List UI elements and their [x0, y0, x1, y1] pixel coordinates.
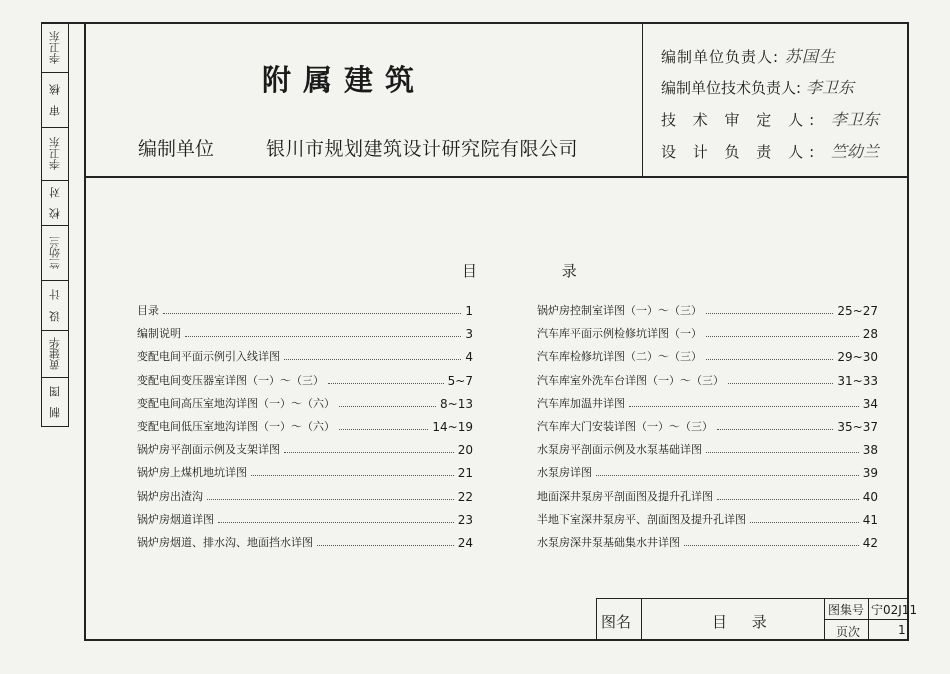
signature-image: 苏国生: [784, 47, 836, 66]
toc-entry-page: 41: [862, 512, 878, 527]
toc-entry-title: 目录: [137, 304, 159, 317]
resp-row: [661, 139, 879, 162]
toc-leader-dots: [706, 336, 859, 337]
toc-entry-page: 21: [457, 466, 473, 481]
toc-entry-page: 1: [465, 304, 473, 318]
stamp-signature-check: 竺幼兰: [48, 236, 62, 270]
toc-leader-dots: [207, 499, 454, 500]
toc-entry-title: 编制说明: [137, 327, 181, 341]
toc-entry-page: 25~27: [837, 304, 878, 318]
toc-entry-page: 34: [862, 396, 878, 411]
toc-entry-page: 35~37: [837, 420, 878, 434]
toc-entry: [137, 511, 473, 527]
toc-entry-page: 8~13: [440, 396, 473, 411]
toc-entry: [537, 302, 878, 318]
org-name: 银川市规划建筑设计研究院有限公司: [266, 138, 579, 160]
header-divider: [642, 22, 643, 177]
toc-entry-title: 水泵房深井泵基础集水井详图: [537, 536, 680, 549]
toc-entry-page: 4: [465, 350, 473, 365]
stamp-label-review: 审 核: [48, 83, 62, 117]
toc-leader-dots: [328, 383, 444, 384]
resp-row: [661, 75, 854, 98]
resp-label: 编制单位负责人:: [661, 48, 780, 66]
toc-entry-title: 锅炉房上煤机地坑详图: [137, 466, 247, 480]
signature-image: 竺幼兰: [830, 142, 879, 161]
toc-entry-title: 锅炉房烟道、排水沟、地面挡水详图: [137, 536, 313, 549]
toc-entry: [137, 302, 473, 318]
toc-entry: [537, 325, 878, 341]
toc-entry-title: 锅炉房烟道详图: [137, 512, 214, 526]
toc-entry: [137, 464, 473, 480]
signature-image: 李卫东: [805, 78, 854, 97]
toc-entry: [137, 348, 473, 364]
toc-entry-title: 半地下室深井泵房平、剖面图及提升孔详图: [537, 512, 746, 526]
titleblock-atlas-value: 宁02J11: [871, 603, 918, 617]
toc-entry: [537, 441, 878, 457]
stamp-label-check: 校 对: [48, 186, 62, 220]
toc-entry-title: 汽车库室外洗车台详图（一）～（三）: [537, 373, 724, 387]
toc-entry-page: 40: [862, 489, 878, 504]
frame-top: [41, 22, 909, 24]
toc-entry: [537, 372, 878, 388]
toc-entry-title: 锅炉房平剖面示例及支架详图: [137, 443, 280, 457]
toc-entry-page: 24: [457, 536, 473, 550]
resp-label: 技 术 审 定 人:: [661, 111, 821, 129]
toc-entry: [137, 488, 473, 504]
toc-entry: [137, 325, 473, 341]
toc-leader-dots: [728, 383, 833, 384]
toc-entry-page: 23: [457, 512, 473, 527]
toc-leader-dots: [339, 429, 428, 430]
toc-entry-page: 29~30: [837, 350, 878, 365]
resp-label: 编制单位技术负责人:: [661, 79, 802, 97]
toc-entry: [137, 372, 473, 388]
toc-leader-dots: [339, 406, 436, 407]
toc-entry-title: 汽车库平面示例检修坑详图（一）: [537, 327, 702, 341]
org-label: 编制单位: [138, 138, 215, 160]
toc-entry-page: 14~19: [432, 420, 473, 434]
header-bottom-rule: [84, 176, 909, 178]
toc-leader-dots: [163, 313, 461, 314]
toc-leader-dots: [185, 336, 461, 337]
resp-label: 设 计 负 责 人:: [661, 143, 821, 161]
toc-entry-title: 变配电间高压室地沟详图（一）～（六）: [137, 396, 335, 410]
toc-heading: 目 录: [462, 262, 617, 280]
toc-entry-title: 地面深井泵房平剖面图及提升孔详图: [537, 489, 713, 503]
frame-left-inner: [84, 22, 86, 641]
toc-leader-dots: [706, 452, 859, 453]
toc-entry: [537, 395, 878, 411]
toc-entry-title: 汽车库加温井详图: [537, 396, 625, 410]
toc-entry-title: 水泵房详图: [537, 466, 592, 480]
toc-entry-page: 3: [465, 327, 473, 342]
toc-entry-page: 5~7: [447, 373, 473, 388]
toc-leader-dots: [284, 359, 461, 360]
stamp-label-design: 设 计: [48, 289, 62, 322]
toc-leader-dots: [317, 545, 454, 546]
toc-leader-dots: [284, 452, 454, 453]
toc-leader-dots: [706, 313, 833, 314]
toc-leader-dots: [717, 429, 833, 430]
stamp-bottom: [41, 426, 69, 427]
toc-entry: [137, 418, 473, 434]
toc-entry-page: 22: [457, 489, 473, 504]
toc-leader-dots: [706, 359, 833, 360]
toc-entry: [537, 464, 878, 480]
toc-entry: [537, 511, 878, 527]
toc-entry: [137, 441, 473, 457]
toc-entry-page: 39: [862, 466, 878, 481]
stamp-signature-top: 李卫东: [48, 31, 62, 65]
toc-entry-title: 变配电间变压器室详图（一）～（三）: [137, 373, 324, 387]
toc-entry-page: 28: [862, 327, 878, 342]
signature-image: 李卫东: [830, 110, 879, 129]
resp-row: [661, 107, 879, 130]
frame-right: [907, 22, 909, 641]
titleblock-name-label: 图名: [601, 613, 632, 631]
toc-entry-page: 42: [862, 536, 878, 550]
toc-entry-title: 变配电间低压室地沟详图（一）～（六）: [137, 420, 335, 433]
toc-entry: [537, 348, 878, 364]
page-title: 附属建筑: [262, 63, 427, 97]
toc-entry: [537, 534, 878, 550]
toc-leader-dots: [596, 475, 859, 476]
titleblock-page-label: 页次: [836, 625, 861, 639]
toc-entry-page: 38: [862, 443, 878, 458]
toc-entry-title: 锅炉房控制室详图（一）～（三）: [537, 304, 702, 317]
toc-entry-page: 20: [457, 443, 473, 458]
toc-entry: [137, 395, 473, 411]
titleblock-divider-1: [641, 598, 642, 640]
toc-leader-dots: [684, 545, 859, 546]
titleblock-left: [596, 598, 597, 640]
toc-entry-title: 汽车库检修坑详图（二）～（三）: [537, 350, 702, 364]
toc-leader-dots: [629, 406, 859, 407]
toc-entry: [537, 488, 878, 504]
toc-leader-dots: [218, 522, 454, 523]
toc-leader-dots: [251, 475, 454, 476]
toc-entry: [137, 534, 473, 550]
toc-entry-title: 汽车库大门安装详图（一）～（三）: [537, 420, 713, 433]
titleblock-name-value: 目 录: [712, 613, 777, 631]
stamp-signature-design: 黄建华: [48, 337, 62, 371]
resp-row: [661, 44, 836, 67]
toc-entry-title: 变配电间平面示例引入线详图: [137, 350, 280, 364]
toc-entry-title: 水泵房平剖面示例及水泵基础详图: [537, 443, 702, 457]
toc-leader-dots: [717, 499, 859, 500]
stamp-signature-review: 李卫东: [48, 137, 62, 171]
toc-leader-dots: [750, 522, 859, 523]
toc-entry: [537, 418, 878, 434]
titleblock-atlas-label: 图集号: [828, 603, 865, 617]
stamp-label-draw: 制 图: [48, 385, 62, 419]
frame-bottom: [84, 639, 909, 641]
titleblock-mid-rule: [824, 619, 908, 620]
titleblock-top: [596, 598, 908, 599]
toc-entry-title: 锅炉房出渣沟: [137, 489, 203, 503]
titleblock-page-value: 1: [898, 623, 906, 637]
toc-entry-page: 31~33: [837, 373, 878, 388]
